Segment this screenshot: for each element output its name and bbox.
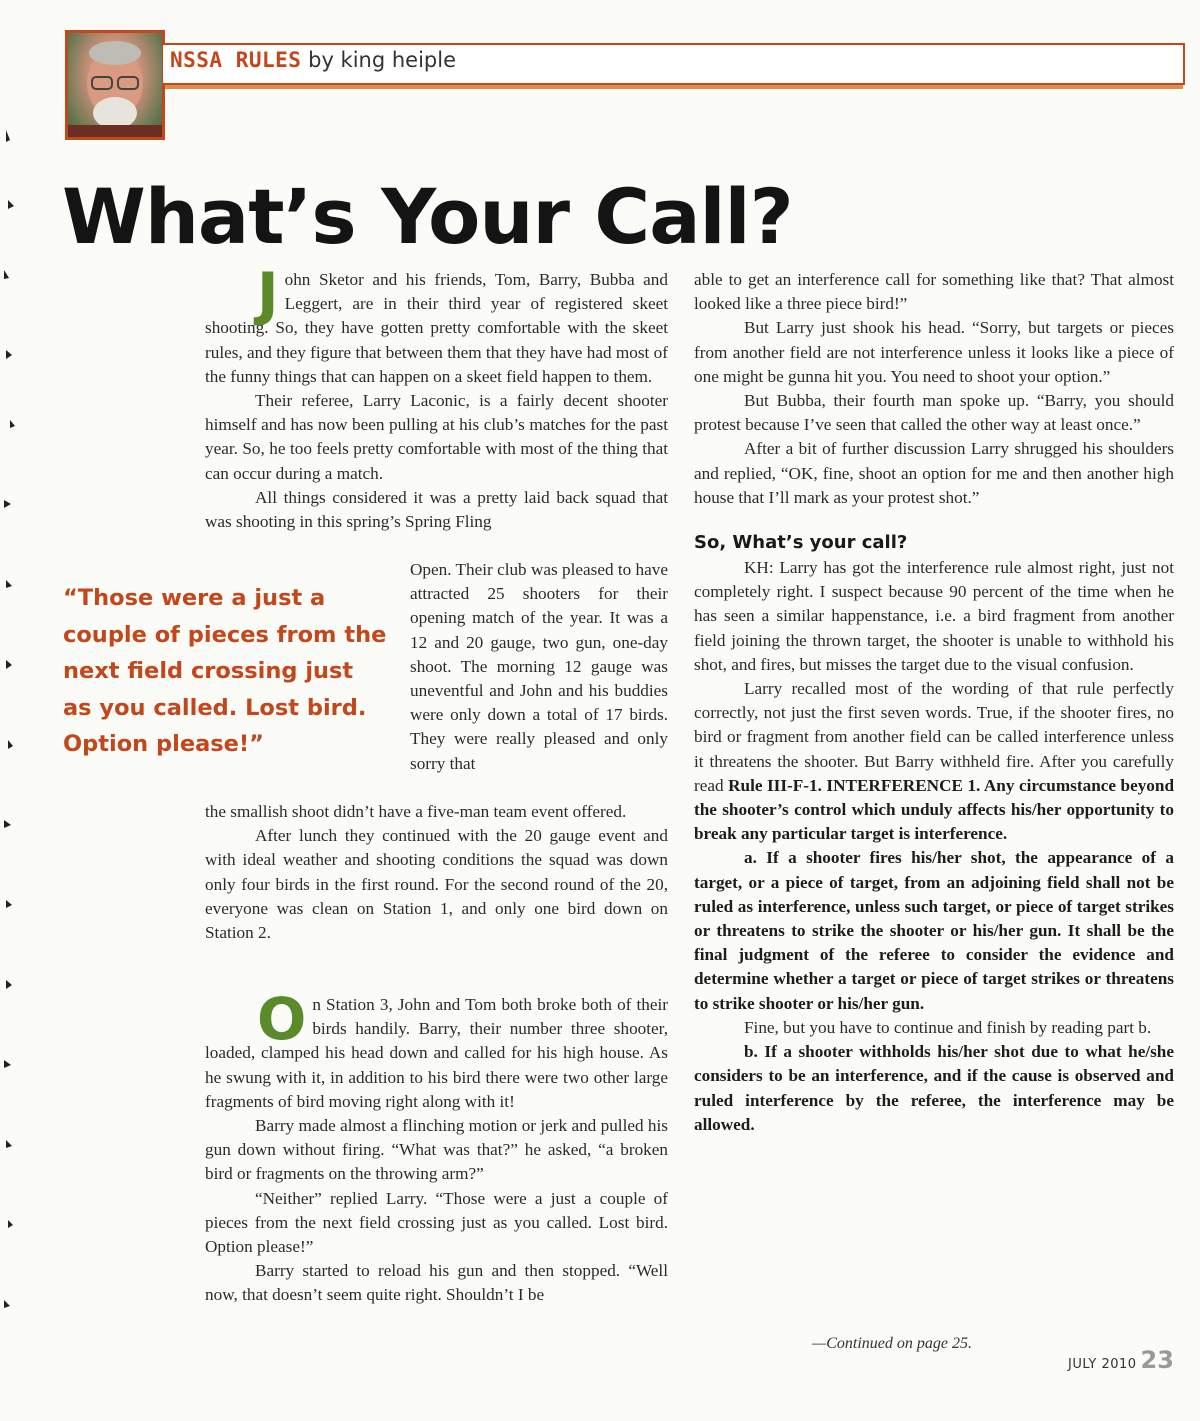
paragraph-text: n Station 3, John and Tom both broke both of their birds handily. Barry, their number three shooter, loaded, clamped his head down and called for his high house. As he swung with it, in addition to his bird there were two other large fragments of bird moving right along with it! bbox=[205, 995, 668, 1111]
byline: by king heiple bbox=[308, 48, 457, 72]
paragraph: KH: Larry has got the interference rule almost right, just not completely right. I suspect because 90 percent of the time when he has seen a similar happenstance, i.e. a bird fragment from another field joining the thrown target, the shooter is unable to withhold his shot, and fires, but misses the target due to the visual confusion. bbox=[694, 558, 1174, 674]
paragraph: Open. Their club was pleased to have attracted 25 shooters for their opening match of the year. It was a 12 and 20 gauge, two gun, one-day shoot. The morning 12 gauge was uneventful and John and his buddies were only down a total of 17 birds. They were really pleased and only sorry that bbox=[410, 560, 668, 773]
paragraph-text: ohn Sketor and his friends, Tom, Barry, Bubba and Leggert, are in their third year of registered skeet shooting. So, they have gotten pretty comfortable with the skeet rules, and they figure that between them that they have had most of the funny things that can happen on a skeet field happen to them. bbox=[205, 270, 668, 386]
drop-cap: J bbox=[257, 260, 279, 328]
rule-clause-a: a. If a shooter fires his/her shot, the appearance of a target, or a piece of target, from an adjoining field shall not be ruled as interference, unless such target, or piece of target strikes or threatens to strike the shooter or his/her gun. It shall be the final judgment of the referee to consider the evidence and determine whether a target or piece of target strikes or threatens to strike shooter or his/her gun. bbox=[694, 848, 1174, 1013]
drop-cap: O bbox=[257, 985, 307, 1053]
paragraph: Their referee, Larry Laconic, is a fairly decent shooter himself and has now been pulling at his club’s matches for the past year. So, he too feels pretty comfortable with most of the thing that can occur during a match. bbox=[205, 391, 668, 483]
left-column-middle bbox=[205, 800, 668, 945]
rule-clause-b: b. If a shooter withholds his/her shot due to what he/she considers to be an interference, and if the cause is observed and ruled interference by the referee, the interference may be allowed. bbox=[694, 1042, 1174, 1134]
paragraph bbox=[205, 985, 668, 1114]
paragraph-text: Larry recalled most of the wording of that rule perfectly correctly, not just the first seven words. True, if the shooter fires, no bird or fragment from another field can be called interference unless it threatens the shooter. But Barry withheld fire. After you carefully read bbox=[694, 679, 1174, 795]
pull-quote: “Those were a just a couple of pieces from the next field crossing just as you called. Lost bird. Option please!” bbox=[63, 585, 387, 757]
paragraph: Fine, but you have to continue and finish by reading part b. bbox=[744, 1017, 1152, 1037]
section-label: NSSA RULES bbox=[170, 48, 302, 72]
rule-text: Rule III-F-1. INTERFERENCE 1. Any circumstance beyond the shooter’s control which unduly affects his/her opportunity to break any particular target is interference. bbox=[694, 775, 1175, 844]
paragraph: able to get an interference call for something like that? That almost looked like a three piece bird!” bbox=[694, 270, 1174, 314]
paragraph bbox=[205, 260, 668, 389]
page-number: 23 bbox=[1140, 1346, 1174, 1374]
paragraph: “Neither” replied Larry. “Those were a just a couple of pieces from the next field crossing just as you called. Lost bird. Option please!” bbox=[205, 1188, 668, 1257]
issue-date: JULY 2010 bbox=[1068, 1357, 1137, 1372]
paragraph: After a bit of further discussion Larry shrugged his shoulders and replied, “OK, fine, shoot an option for me and then another high house that I’ll mark as your protest shot.” bbox=[694, 439, 1174, 507]
left-column-beside-quote bbox=[410, 558, 668, 776]
paragraph: But Larry just shook his head. “Sorry, but targets or pieces from another field are not interference unless it looks like a piece of one might be gunna hit you. You need to shoot your option.” bbox=[694, 318, 1174, 386]
page-footer bbox=[1068, 1346, 1174, 1374]
left-column-top bbox=[205, 260, 668, 534]
page-title: What’s Your Call? bbox=[62, 172, 793, 261]
right-column bbox=[694, 268, 1174, 1137]
continued-note: —Continued on page 25. bbox=[812, 1335, 972, 1352]
paragraph: Barry started to reload his gun and then stopped. “Well now, that doesn’t seem quite right. Shouldn’t I be bbox=[205, 1261, 668, 1305]
paragraph: But Bubba, their fourth man spoke up. “Barry, you should protest because I’ve seen that called the other way at least once.” bbox=[694, 391, 1174, 435]
paragraph: Barry made almost a flinching motion or jerk and pulled his gun down without firing. “What was that?” he asked, “a broken bird or fragments on the throwing arm?” bbox=[205, 1116, 668, 1184]
subheading: So, What’s your call? bbox=[694, 532, 908, 554]
margin-decoration bbox=[0, 120, 30, 1360]
author-photo bbox=[65, 30, 165, 140]
paragraph: After lunch they continued with the 20 gauge event and with ideal weather and shooting conditions the squad was down only four birds in the first round. For the second round of the 20, everyone was clean on Station 1, and only one bird down on Station 2. bbox=[205, 826, 668, 943]
paragraph bbox=[694, 677, 1174, 846]
section-header bbox=[170, 48, 456, 72]
left-column-bottom bbox=[205, 985, 668, 1308]
paragraph: All things considered it was a pretty laid back squad that was shooting in this spring’s Spring Fling bbox=[205, 487, 668, 532]
paragraph: the smallish shoot didn’t have a five-man team event offered. bbox=[205, 802, 627, 821]
